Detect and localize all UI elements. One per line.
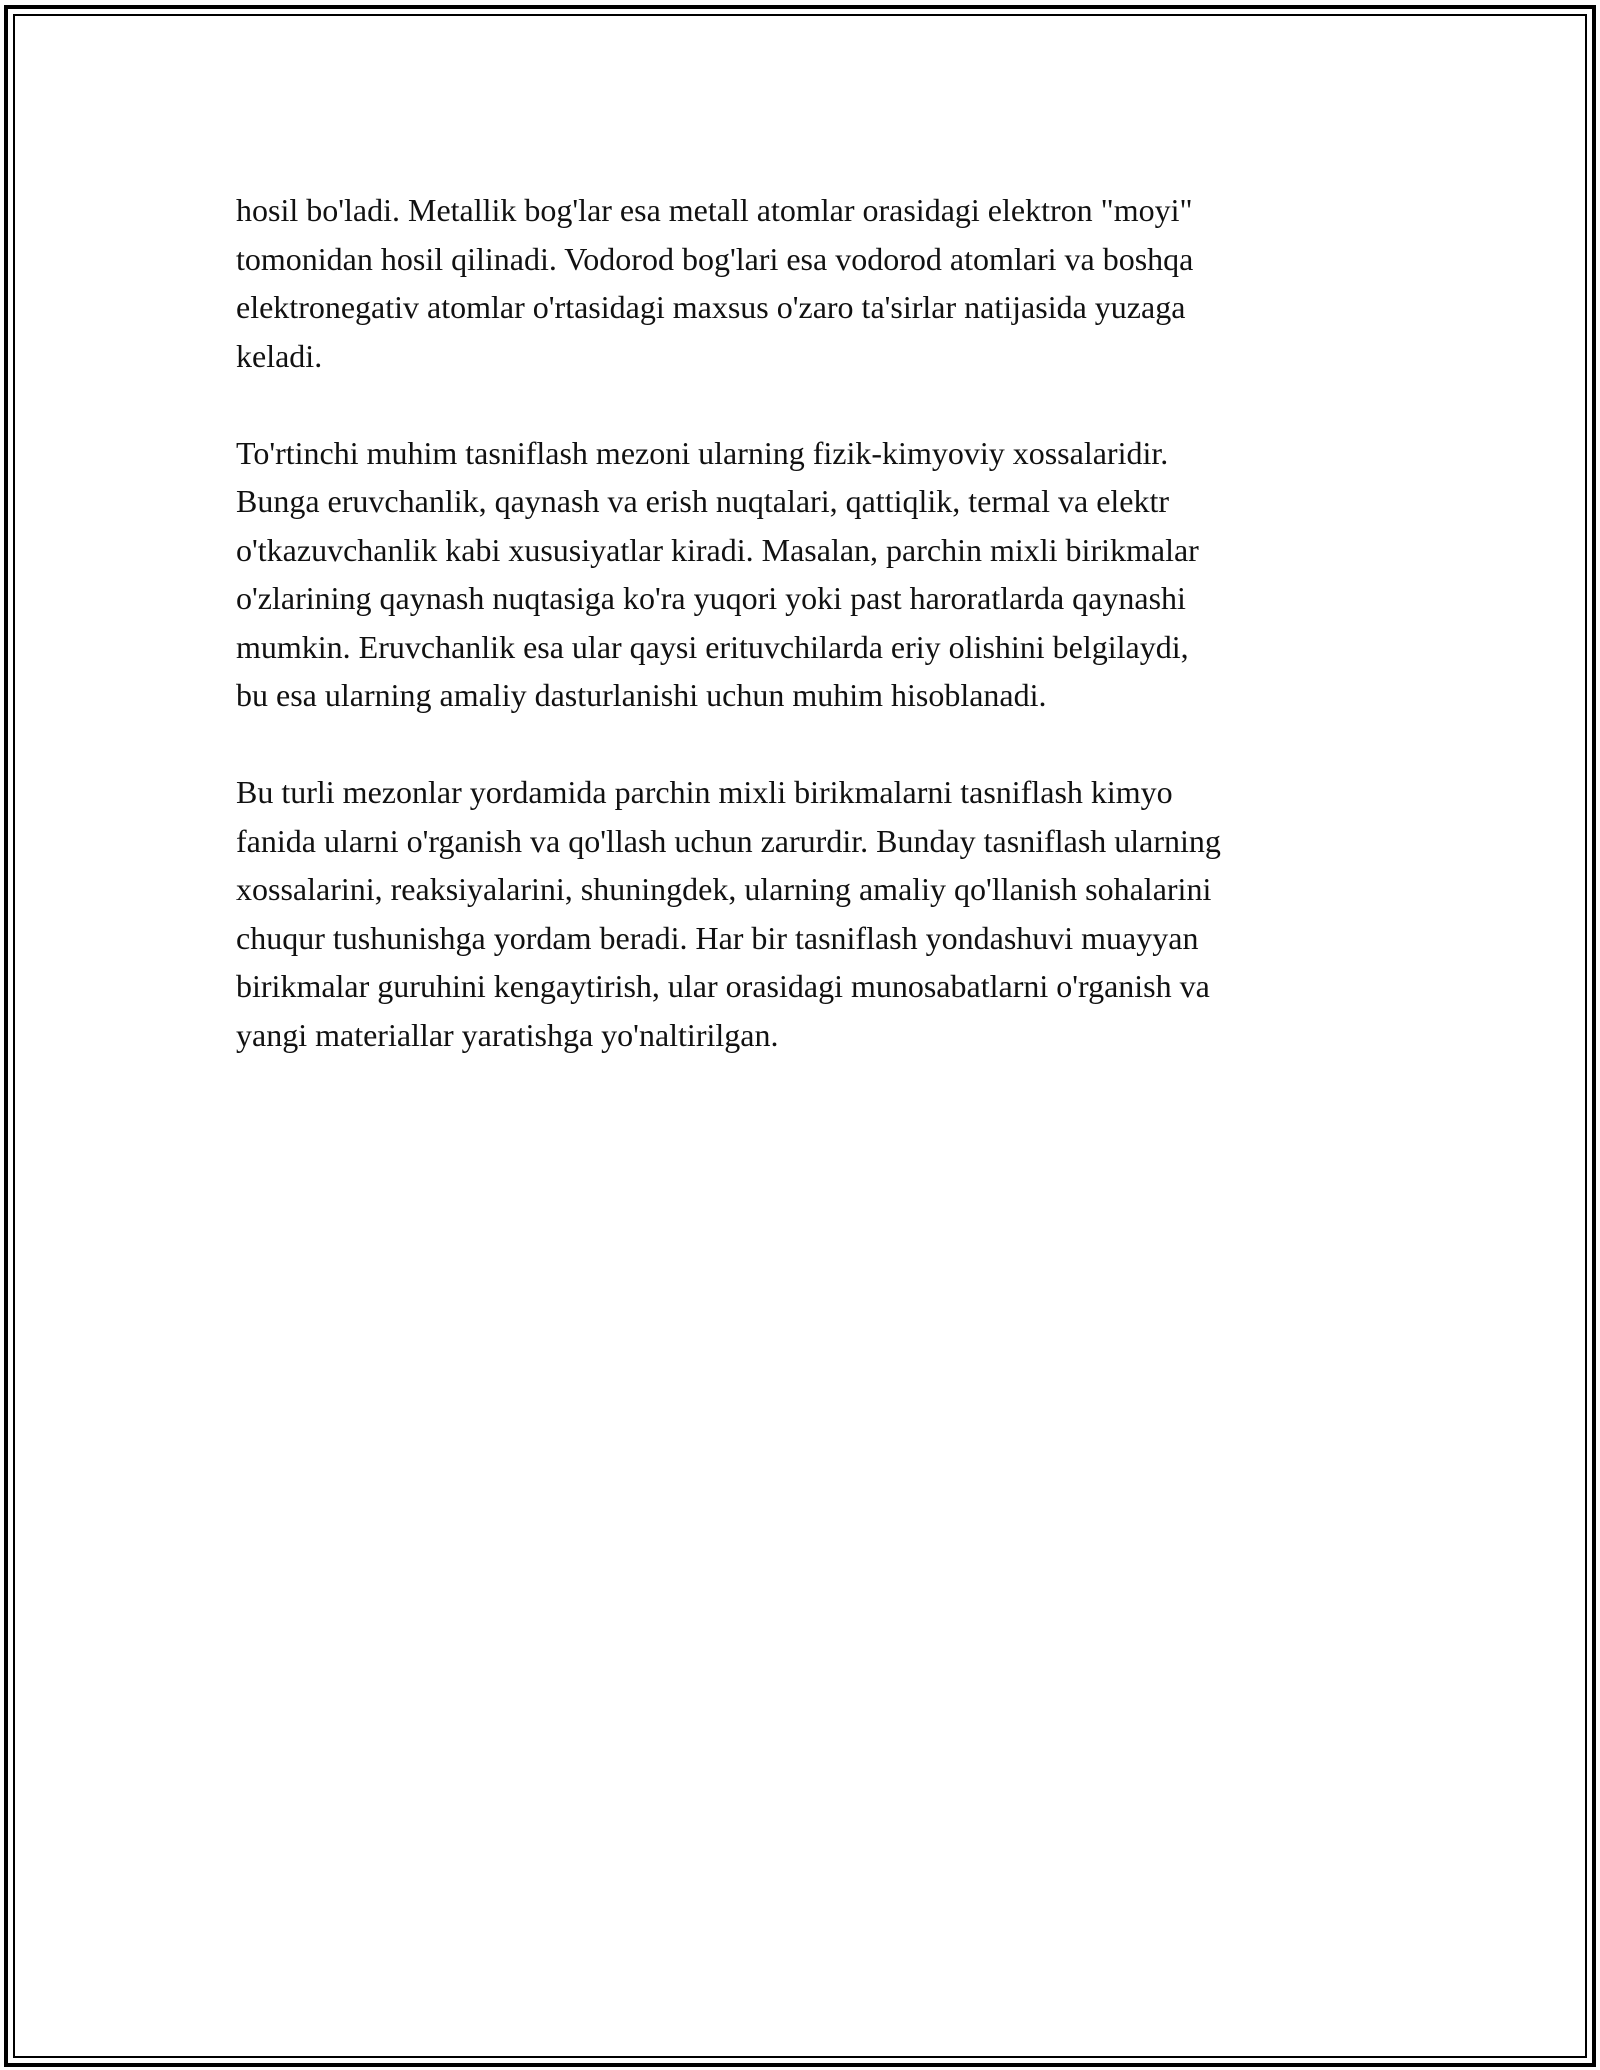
paragraph-chemical-bonds: hosil bo'ladi. Metallik bog'lar esa metall atomlar orasidagi elektron "moyi" tomonidan hosil qilinadi. Vodorod bog'lari esa vodorod atomlari va boshqa elektronegativ atomlar o'rtasidagi maxsus o'zaro ta'sirlar natijasida yuzaga keladi.	[236, 192, 1194, 374]
paragraph-classification-summary: Bu turli mezonlar yordamida parchin mixli birikmalarni tasniflash kimyo fanida ularni o'rganish va qo'llash uchun zarurdir. Bunday tasniflash ularning xossalarini, reaksiyalarini, shuningdek, ularning amaliy qo'llanish sohalarini chuqur tushunishga yordam beradi. Har bir tasniflash yondashuvi muayyan birikmalar guruhini kengaytirish, ular orasidagi munosabatlarni o'rganish va yangi materiallar yaratishga yo'naltirilgan.	[236, 774, 1221, 1053]
document-body	[236, 186, 1376, 1108]
paragraph-physicochemical-properties: To'rtinchi muhim tasniflash mezoni ularning fizik-kimyoviy xossalaridir. Bunga eruvchanlik, qaynash va erish nuqtalari, qattiqlik, termal va elektr o'tkazuvchanlik kabi xususiyatlar kiradi. Masalan, parchin mixli birikmalar o'zlarining qaynash nuqtasiga ko'ra yuqori yoki past haroratlarda qaynashi mumkin. Eruvchanlik esa ular qaysi erituvchilarda eriy olishini belgilaydi, bu esa ularning amaliy dasturlanishi uchun muhim hisoblanadi.	[236, 434, 1199, 713]
